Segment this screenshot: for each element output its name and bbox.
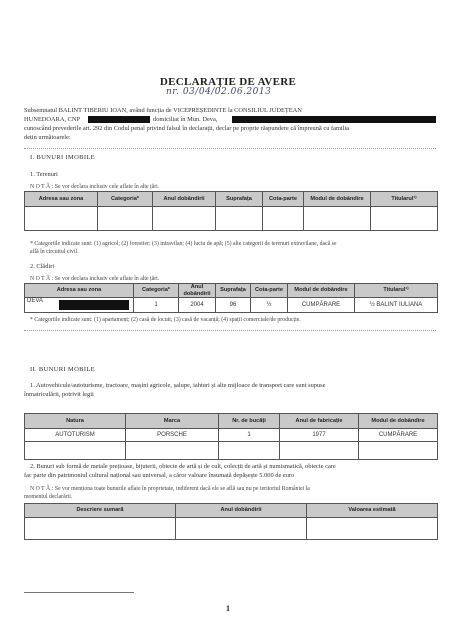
vehicle-empty-row — [25, 442, 438, 460]
footnote-separator — [24, 592, 134, 593]
land-empty-row — [25, 207, 438, 231]
building-address-city: DEVA — [27, 298, 43, 304]
document-title: DECLARAȚIE DE AVERE — [159, 76, 297, 88]
redacted-address — [232, 116, 436, 123]
intro-line-4: dețin următoarele: — [24, 134, 71, 141]
nota-buildings: N O T Ă : Se vor declara inclusiv cele aflate în alte țări. — [30, 276, 160, 282]
building-col-header: Modul de dobândire — [288, 284, 355, 298]
land-footnote-1: * Categoriile indicate sunt: (1) agricol; (2) forestier; (3) intravilan; (4) luciu de apă; (5) alte categorii de terenuri extravilane, dacă se — [30, 241, 337, 247]
building-col-header: Cota-parte — [251, 284, 288, 298]
land-table — [24, 191, 438, 231]
divider — [24, 330, 436, 331]
land-col-header: Modul de dobândire — [304, 192, 371, 207]
nota-valuables-2: momentul declarării. — [24, 494, 73, 500]
intro-line-3: cunoscând prevederile art. 292 din Codul penal privind falsul în declarații, declar pe proprie răspundere că împreună cu familia — [24, 125, 350, 132]
building-col-header: Anul dobândirii — [179, 284, 216, 298]
valuables-col-header: Valoarea estimată — [307, 504, 438, 518]
building-acquisition: CUMPĂRARE — [288, 298, 355, 313]
vehicle-col-header: Nr. de bucăți — [219, 414, 280, 429]
intro-line-2a: HUNEDOARA, CNP — [24, 116, 81, 123]
vehicles-table — [24, 413, 438, 460]
vehicle-col-header: Natura — [25, 414, 126, 429]
handwritten-registration-number: nr. 03/04/02.06.2013 — [166, 87, 272, 97]
subsection-buildings: 2. Clădiri — [30, 263, 55, 270]
land-col-header: Anul dobândirii — [153, 192, 216, 207]
vehicles-description-2: înmatriculării, potrivit legii — [24, 391, 94, 398]
vehicle-type: AUTOTURISM — [25, 429, 126, 442]
vehicle-year: 1977 — [280, 429, 359, 442]
vehicle-count: 1 — [219, 429, 280, 442]
building-col-header: Titularul¹⁾ — [355, 284, 438, 298]
valuables-col-header: Descriere sumară — [25, 504, 176, 518]
land-col-header: Titularul¹⁾ — [371, 192, 438, 207]
divider — [24, 148, 436, 149]
subsection-land: 1. Terenuri — [30, 171, 58, 178]
valuables-description-2: fac parte din patrimoniul cultural național sau universal, a căror valoare însumată depășește 5.000 de euro — [24, 472, 295, 479]
page-number: 1 — [226, 604, 230, 613]
building-owner: ½ BALINT IULIANA — [355, 298, 438, 313]
redacted-cnp — [88, 116, 150, 123]
land-col-header: Cota-parte — [263, 192, 304, 207]
nota-land: N O T Ă : Se vor declara inclusiv cele aflate în alte țări. — [30, 184, 160, 190]
building-year: 2004 — [179, 298, 216, 313]
intro-line-2b: domiciliat în Mun. Deva, — [153, 116, 218, 123]
valuables-col-header: Anul dobândirii — [176, 504, 307, 518]
land-col-header: Suprafața — [216, 192, 263, 207]
buildings-footnote: * Categoriile indicate sunt: (1) apartament; (2) casă de locuit; (3) casă de vacanță; (4) spații comerciale/de producție. — [30, 317, 301, 323]
section-heading-movable-assets: II. BUNURI MOBILE — [30, 366, 95, 373]
building-row — [25, 298, 438, 313]
land-footnote-2: află în circuitul civil. — [30, 249, 79, 255]
land-col-header: Adresa sau zona — [25, 192, 98, 207]
building-category: 1 — [134, 298, 179, 313]
vehicle-col-header: Modul de dobândire — [359, 414, 438, 429]
section-heading-real-estate: I. BUNURI IMOBILE — [30, 154, 95, 161]
buildings-table — [24, 283, 438, 313]
building-share: ½ — [251, 298, 288, 313]
valuables-empty-row — [25, 518, 438, 540]
vehicle-row — [25, 429, 438, 442]
building-surface: 96 — [216, 298, 251, 313]
vehicle-col-header: Marca — [126, 414, 219, 429]
building-col-header: Categoria* — [134, 284, 179, 298]
vehicle-col-header: Anul de fabricație — [280, 414, 359, 429]
vehicle-acquisition: CUMPĂRARE — [359, 429, 438, 442]
valuables-description-1: 2. Bunuri sub formă de metale prețioase, bijuterii, obiecte de artă și de cult, colecții de artă și numismatică, obiecte care — [30, 463, 336, 470]
intro-line-1: Subsemnatul BALINT TIBERIU IOAN, având funcția de VICEPREȘEDINTE la CONSILIUL JUDEȚEAN — [24, 107, 302, 114]
vehicle-brand: PORSCHE — [126, 429, 219, 442]
building-address-cell — [25, 298, 134, 313]
redacted-building-address — [59, 300, 129, 310]
building-col-header: Suprafața — [216, 284, 251, 298]
valuables-table — [24, 503, 438, 540]
land-col-header: Categoria* — [98, 192, 153, 207]
vehicles-description-1: 1. Autovehicule/autoturisme, tractoare, mașini agricole, șalupe, iahturi și alte mijloace de transport care sunt supuse — [30, 382, 326, 389]
nota-valuables-1: N O T Ă : Se vor menționa toate bunurile aflate în proprietate, indiferent dacă ele se află sau nu pe teritoriul României la — [30, 486, 310, 492]
building-col-header: Adresa sau zona — [25, 284, 134, 298]
